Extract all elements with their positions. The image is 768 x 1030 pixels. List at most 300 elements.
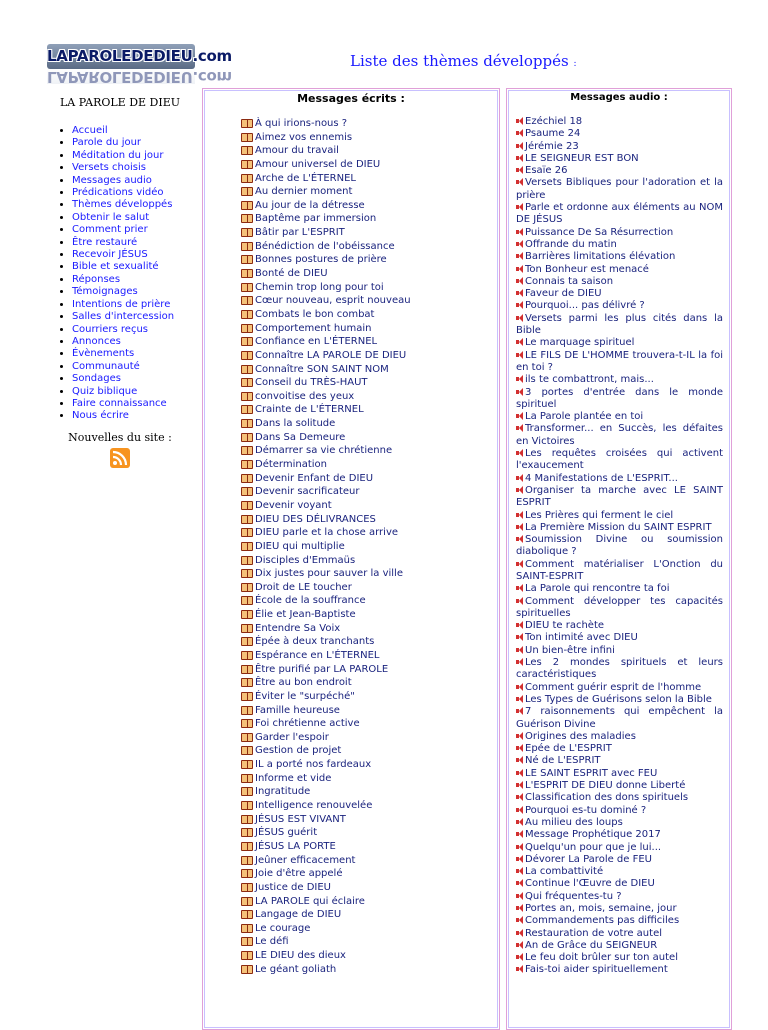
audio-message-link-label[interactable]: Comment guérir esprit de l'homme <box>525 681 702 693</box>
written-message-link[interactable] <box>241 690 441 704</box>
audio-message-link-label[interactable]: Epée de L'ESPRIT <box>525 743 612 755</box>
written-message-link-label[interactable]: École de la souffrance <box>255 595 366 607</box>
audio-message-link-label[interactable]: Comment matérialiser L'Onction du SAINT-ESPRIT <box>516 558 723 582</box>
audio-message-link[interactable] <box>516 448 723 473</box>
written-message-link-label[interactable]: Connaître LA PAROLE DE DIEU <box>255 349 407 361</box>
audio-message-link[interactable] <box>516 313 723 338</box>
audio-message-link-label[interactable]: Le marquage spirituel <box>525 337 635 349</box>
sidebar-nav-item[interactable] <box>72 249 198 261</box>
written-message-link[interactable] <box>241 608 441 622</box>
audio-message-link[interactable] <box>516 891 723 903</box>
written-message-link[interactable] <box>241 731 441 745</box>
written-message-link-label[interactable]: Élie et Jean-Baptiste <box>255 609 356 621</box>
audio-message-link-label[interactable]: Comment développer tes capacités spirituelles <box>516 595 723 619</box>
written-message-link[interactable] <box>241 704 441 718</box>
audio-message-link-label[interactable]: Pourquoi es-tu dominé ? <box>525 804 647 816</box>
written-message-link-label[interactable]: Confiance en L'ÉTERNEL <box>255 336 378 348</box>
audio-message-link-label[interactable]: Barrières limitations élévation <box>525 251 676 263</box>
written-message-link[interactable] <box>241 635 441 649</box>
written-message-link[interactable] <box>241 281 441 295</box>
written-message-link[interactable] <box>241 403 441 417</box>
sidebar-nav-item[interactable] <box>72 386 198 398</box>
sidebar-nav-item[interactable] <box>72 137 198 149</box>
written-message-link[interactable] <box>241 758 441 772</box>
written-message-link-label[interactable]: Joie d'être appelé <box>255 868 343 880</box>
book-icon <box>241 624 253 632</box>
written-message-link[interactable] <box>241 676 441 690</box>
sidebar-nav-item-label[interactable]: Réponses <box>72 273 121 285</box>
audio-message-link-label[interactable]: Qui fréquentes-tu ? <box>525 890 622 902</box>
sidebar-nav-item-label[interactable]: Communauté <box>72 360 140 372</box>
written-message-link[interactable] <box>241 363 441 377</box>
written-message-link[interactable] <box>241 567 441 581</box>
audio-message-link[interactable] <box>516 534 723 559</box>
written-message-link-label[interactable]: Épée à deux tranchants <box>255 636 375 648</box>
audio-message-link[interactable] <box>516 583 723 595</box>
written-message-link[interactable] <box>241 840 441 854</box>
sidebar-nav-item-label[interactable]: Courriers reçus <box>72 323 149 335</box>
written-message-link-label[interactable]: Justice de DIEU <box>255 881 331 893</box>
rss-icon[interactable] <box>110 448 130 468</box>
written-message-link-label[interactable]: Connaître SON SAINT NOM <box>255 363 389 375</box>
speaker-icon <box>516 511 523 519</box>
audio-message-link[interactable] <box>516 952 723 964</box>
written-message-link[interactable] <box>241 117 441 131</box>
audio-message-link[interactable] <box>516 177 723 202</box>
written-message-link[interactable] <box>241 294 441 308</box>
written-message-link-label[interactable]: Détermination <box>255 459 328 471</box>
written-message-link[interactable] <box>241 335 441 349</box>
written-message-link-label[interactable]: Le défi <box>255 936 289 948</box>
audio-message-link-label[interactable]: LE SAINT ESPRIT avec FEU <box>525 767 658 779</box>
audio-message-link-label[interactable]: Continue l'Œuvre de DIEU <box>525 878 655 890</box>
written-message-link[interactable] <box>241 581 441 595</box>
book-icon <box>241 610 253 618</box>
written-message-link[interactable] <box>241 240 441 254</box>
written-message-link-label[interactable]: Amour universel de DIEU <box>255 158 381 170</box>
audio-message-link-label[interactable]: Dévorer La Parole de FEU <box>525 853 652 865</box>
audio-message-link[interactable] <box>516 264 723 276</box>
audio-message-link[interactable] <box>516 632 723 644</box>
written-message-link-label[interactable]: Chemin trop long pour toi <box>255 281 384 293</box>
written-message-link-label[interactable]: Conseil du TRÈS-HAUT <box>255 377 368 389</box>
written-message-link[interactable] <box>241 594 441 608</box>
written-message-link[interactable] <box>241 949 441 963</box>
audio-message-link-label[interactable]: Parle et ordonne aux éléments au NOM DE JÉSUS <box>516 202 723 226</box>
sidebar-nav-item[interactable] <box>72 286 198 298</box>
audio-message-link-label[interactable]: Les 2 mondes spirituels et leurs caractéristiques <box>516 657 723 681</box>
audio-message-link-label[interactable]: Origines des maladies <box>525 730 636 742</box>
book-icon <box>241 310 253 318</box>
audio-message-link-label[interactable]: LE FILS DE L'HOMME trouvera-t-IL la foi en toi ? <box>516 349 723 373</box>
written-message-link-label[interactable]: Le courage <box>255 922 311 934</box>
audio-message-link-label[interactable]: Esaïe 26 <box>525 165 568 177</box>
written-message-link-label[interactable]: Dans la solitude <box>255 418 336 430</box>
written-message-link[interactable] <box>241 226 441 240</box>
written-message-link-label[interactable]: Au jour de la détresse <box>255 199 365 211</box>
audio-message-link[interactable] <box>516 510 723 522</box>
written-message-link[interactable] <box>241 349 441 363</box>
audio-message-link[interactable] <box>516 805 723 817</box>
written-message-link[interactable] <box>241 799 441 813</box>
sidebar-nav-item[interactable] <box>72 398 198 410</box>
speaker-icon <box>516 892 523 900</box>
sidebar-nav-item-label[interactable]: Annonces <box>72 335 121 347</box>
written-message-link[interactable] <box>241 322 441 336</box>
audio-message-link-label[interactable]: Ezéchiel 18 <box>525 116 583 127</box>
written-message-link-label[interactable]: Être purifié par LA PAROLE <box>255 663 389 675</box>
audio-message-link[interactable] <box>516 657 723 682</box>
written-message-link-label[interactable]: Intelligence renouvelée <box>255 800 373 812</box>
sidebar-nav-item-label[interactable]: Bible et sexualité <box>72 261 159 273</box>
written-message-link[interactable] <box>241 963 441 977</box>
audio-message-link[interactable] <box>516 202 723 227</box>
sidebar-nav-item-label[interactable]: Salles d'intercession <box>72 311 175 323</box>
written-message-link-label[interactable]: DIEU parle et la chose arrive <box>255 527 399 539</box>
sidebar-nav-item-label[interactable]: Témoignages <box>72 286 138 298</box>
audio-message-link[interactable] <box>516 792 723 804</box>
audio-message-link[interactable] <box>516 842 723 854</box>
sidebar-nav-item-label[interactable]: Comment prier <box>72 224 148 236</box>
audio-message-link-label[interactable]: LE SEIGNEUR EST BON <box>525 152 639 164</box>
sidebar-nav-item[interactable] <box>72 199 198 211</box>
written-message-link[interactable] <box>241 199 441 213</box>
audio-message-link-label[interactable]: Commandements pas difficiles <box>525 915 680 927</box>
written-message-link-label[interactable]: Disciples d'Emmaüs <box>255 554 356 566</box>
written-message-link-label[interactable]: Cœur nouveau, esprit nouveau <box>255 295 411 307</box>
written-message-link-label[interactable]: Comportement humain <box>255 322 372 334</box>
book-icon <box>241 405 253 413</box>
written-message-link-label[interactable]: Langage de DIEU <box>255 909 342 921</box>
audio-message-link-label[interactable]: Faveur de DIEU <box>525 288 602 300</box>
sidebar-nav-item-label[interactable]: Quiz biblique <box>72 385 138 397</box>
written-message-link-label[interactable]: Bonté de DIEU <box>255 268 328 280</box>
audio-message-link[interactable] <box>516 411 723 423</box>
audio-message-link-label[interactable]: Portes an, mois, semaine, jour <box>525 903 677 914</box>
written-message-link-label[interactable]: Droit de LE toucher <box>255 581 352 593</box>
audio-message-link[interactable] <box>516 350 723 375</box>
written-message-link[interactable] <box>241 826 441 840</box>
audio-message-link-label[interactable]: Ton Bonheur est menacé <box>525 263 649 275</box>
audio-message-link-label[interactable]: La Parole qui rencontre ta foi <box>525 583 670 595</box>
written-message-link[interactable] <box>241 499 441 513</box>
written-message-link[interactable] <box>241 308 441 322</box>
site-logo[interactable] <box>47 44 232 86</box>
written-message-link-label[interactable]: JÉSUS guérit <box>255 827 318 839</box>
audio-message-link-label[interactable]: Fais-toi aider spirituellement <box>525 964 668 976</box>
written-message-link-label[interactable]: Combats le bon combat <box>255 308 375 320</box>
written-message-link-label[interactable]: Jeûner efficacement <box>255 854 356 866</box>
audio-message-link[interactable] <box>516 374 723 386</box>
audio-message-link[interactable] <box>516 645 723 657</box>
written-message-link[interactable] <box>241 867 441 881</box>
written-message-link[interactable] <box>241 717 441 731</box>
sidebar-nav-item[interactable] <box>72 336 198 348</box>
audio-message-link[interactable] <box>516 473 723 485</box>
sidebar-nav-item-label[interactable]: Obtenir le salut <box>72 211 150 223</box>
sidebar-nav-item[interactable] <box>72 299 198 311</box>
written-message-link[interactable] <box>241 431 441 445</box>
speaker-icon <box>516 744 523 752</box>
audio-message-link[interactable] <box>516 743 723 755</box>
written-message-link[interactable] <box>241 131 441 145</box>
written-message-link-label[interactable]: Bâtir par L'ESPRIT <box>255 227 345 239</box>
written-message-link-label[interactable]: Foi chrétienne active <box>255 718 360 730</box>
audio-message-link[interactable] <box>516 755 723 767</box>
written-message-link[interactable] <box>241 485 441 499</box>
written-message-link[interactable] <box>241 172 441 186</box>
written-message-link-label[interactable]: Gestion de projet <box>255 745 342 757</box>
written-message-link[interactable] <box>241 376 441 390</box>
written-message-link-label[interactable]: Le géant goliath <box>255 963 337 975</box>
written-message-link-label[interactable]: Garder l'espoir <box>255 731 329 743</box>
audio-message-link[interactable] <box>516 866 723 878</box>
written-message-link[interactable] <box>241 622 441 636</box>
sidebar-nav-item[interactable] <box>72 348 198 360</box>
sidebar-nav-item[interactable] <box>72 212 198 224</box>
book-icon <box>241 337 253 345</box>
audio-message-link-label[interactable]: Né de L'ESPRIT <box>525 755 601 767</box>
written-message-link[interactable] <box>241 935 441 949</box>
audio-message-link-label[interactable]: Restauration de votre autel <box>525 927 662 939</box>
book-icon <box>241 419 253 427</box>
audio-message-link-label[interactable]: Le feu doit brûler sur ton autel <box>525 952 678 964</box>
written-message-link-label[interactable]: Espérance en L'ÉTERNEL <box>255 649 380 661</box>
written-message-link-label[interactable]: Au dernier moment <box>255 186 353 198</box>
written-message-link-label[interactable]: Famille heureuse <box>255 704 340 716</box>
written-message-link[interactable] <box>241 526 441 540</box>
audio-message-link[interactable] <box>516 128 723 140</box>
written-message-link-label[interactable]: Devenir voyant <box>255 499 332 511</box>
audio-message-link-label[interactable]: La Parole plantée en toi <box>525 411 644 423</box>
audio-message-link-label[interactable]: Versets Bibliques pour l'adoration et la prière <box>516 177 723 201</box>
written-message-link[interactable] <box>241 813 441 827</box>
audio-message-link[interactable] <box>516 485 723 510</box>
audio-message-link-label[interactable]: Puissance De Sa Résurrection <box>525 226 674 238</box>
written-message-link[interactable] <box>241 458 441 472</box>
audio-message-link-label[interactable]: 3 portes d'entrée dans le monde spirituel <box>516 386 723 410</box>
sidebar-nav-item[interactable] <box>72 150 198 162</box>
audio-message-link[interactable] <box>516 780 723 792</box>
written-message-link-label[interactable]: Entendre Sa Voix <box>255 622 341 634</box>
audio-message-link-label[interactable]: DIEU te rachète <box>525 620 605 632</box>
written-message-link[interactable] <box>241 772 441 786</box>
sidebar-nav-item[interactable] <box>72 175 198 187</box>
written-message-link[interactable] <box>241 908 441 922</box>
sidebar-nav-item[interactable] <box>72 224 198 236</box>
sidebar-nav-item-label[interactable]: Thèmes développés <box>72 199 173 211</box>
audio-message-link-label[interactable]: Offrande du matin <box>525 238 617 250</box>
written-message-link-label[interactable]: LA PAROLE qui éclaire <box>255 895 365 907</box>
audio-message-link[interactable] <box>516 153 723 165</box>
written-message-link-label[interactable]: JÉSUS EST VIVANT <box>255 813 346 825</box>
audio-message-link-label[interactable]: Les Types de Guérisons selon la Bible <box>525 693 712 705</box>
book-icon <box>241 501 253 509</box>
written-message-link-label[interactable]: LE DIEU des dieux <box>255 950 346 962</box>
audio-message-link-label[interactable]: La Première Mission du SAINT ESPRIT <box>525 521 712 533</box>
audio-message-link-label[interactable]: Jérémie 23 <box>525 140 579 152</box>
audio-message-link[interactable] <box>516 915 723 927</box>
written-message-link-label[interactable]: Bénédiction de l'obéissance <box>255 240 395 252</box>
audio-message-link[interactable] <box>516 300 723 312</box>
audio-message-link[interactable] <box>516 559 723 584</box>
audio-message-link-label[interactable]: La combattivité <box>525 866 604 878</box>
written-message-link[interactable] <box>241 253 441 267</box>
audio-message-link[interactable] <box>516 116 723 128</box>
sidebar-nav-item[interactable] <box>72 187 198 199</box>
audio-message-link-label[interactable]: Les requêtes croisées qui activent l'exaucement <box>516 448 723 472</box>
written-message-link[interactable] <box>241 444 441 458</box>
audio-message-link-label[interactable]: Pourquoi... pas délivré ? <box>525 300 645 312</box>
written-message-link[interactable] <box>241 472 441 486</box>
audio-message-link[interactable] <box>516 596 723 621</box>
audio-message-link[interactable] <box>516 620 723 632</box>
sidebar-nav-item-label[interactable]: Messages audio <box>72 174 152 186</box>
written-message-link[interactable] <box>241 144 441 158</box>
written-message-link[interactable] <box>241 390 441 404</box>
audio-message-link-label[interactable]: Quelqu'un pour que je lui... <box>525 841 662 853</box>
audio-message-link[interactable] <box>516 903 723 915</box>
audio-message-link[interactable] <box>516 141 723 153</box>
audio-message-link[interactable] <box>516 817 723 829</box>
sidebar-nav-item-label[interactable]: Méditation du jour <box>72 149 164 161</box>
written-message-link[interactable] <box>241 649 441 663</box>
audio-message-link[interactable] <box>516 694 723 706</box>
sidebar-nav-item[interactable] <box>72 410 198 422</box>
sidebar-nav-item-label[interactable]: Parole du jour <box>72 137 142 149</box>
audio-message-link-label[interactable]: L'ESPRIT DE DIEU donne Liberté <box>525 780 686 792</box>
audio-message-link-label[interactable]: Soumission Divine ou soumission diabolique ? <box>516 534 723 558</box>
written-message-link-label[interactable]: JÉSUS LA PORTE <box>255 840 336 852</box>
written-message-link-label[interactable]: convoitise des yeux <box>255 390 355 402</box>
audio-message-link[interactable] <box>516 251 723 263</box>
written-message-link-label[interactable]: Être au bon endroit <box>255 677 352 689</box>
written-message-link[interactable] <box>241 785 441 799</box>
sidebar-nav-item-label[interactable]: Être restauré <box>72 236 138 248</box>
audio-message-link-label[interactable]: Organiser ta marche avec LE SAINT ESPRIT <box>516 484 723 509</box>
written-message-link-label[interactable]: Démarrer sa vie chrétienne <box>255 445 393 457</box>
audio-message-link[interactable] <box>516 387 723 412</box>
written-message-link[interactable] <box>241 895 441 909</box>
audio-message-link-label[interactable]: Transformer... en Succès, les défaites en Victoires <box>516 423 723 447</box>
sidebar-nav-item[interactable] <box>72 162 198 174</box>
audio-message-link[interactable] <box>516 706 723 731</box>
sidebar-nav-item[interactable] <box>72 311 198 323</box>
written-message-link[interactable] <box>241 922 441 936</box>
audio-message-link-label[interactable]: Psaume 24 <box>525 128 581 140</box>
written-message-link-label[interactable]: Amour du travail <box>255 145 339 157</box>
written-message-link[interactable] <box>241 185 441 199</box>
sidebar-nav-item-label[interactable]: Prédications vidéo <box>72 187 164 199</box>
sidebar-nav-item-label[interactable]: Accueil <box>72 125 108 136</box>
audio-message-link-label[interactable]: Versets parmi les plus cités dans la Bible <box>516 312 723 337</box>
sidebar-nav-item-label[interactable]: Intentions de prière <box>72 298 171 310</box>
written-message-link[interactable] <box>241 212 441 226</box>
written-message-link[interactable] <box>241 554 441 568</box>
audio-message-link[interactable] <box>516 227 723 239</box>
written-message-link[interactable] <box>241 540 441 554</box>
written-message-link-label[interactable]: IL a porté nos fardeaux <box>255 759 372 771</box>
written-message-link-label[interactable]: Devenir sacrificateur <box>255 486 360 498</box>
audio-message-link[interactable] <box>516 731 723 743</box>
written-message-link[interactable] <box>241 513 441 527</box>
audio-message-link[interactable] <box>516 522 723 534</box>
audio-message-link-label[interactable]: 4 Manifestations de L'ESPRIT... <box>525 472 678 484</box>
written-message-link[interactable] <box>241 854 441 868</box>
written-message-link-label[interactable]: Devenir Enfant de DIEU <box>255 472 374 484</box>
written-message-link[interactable] <box>241 663 441 677</box>
written-message-link[interactable] <box>241 417 441 431</box>
audio-message-link-label[interactable]: Classification des dons spirituels <box>525 792 689 804</box>
written-message-link[interactable] <box>241 744 441 758</box>
audio-message-link-label[interactable]: Message Prophétique 2017 <box>525 829 661 841</box>
written-message-link[interactable] <box>241 267 441 281</box>
audio-message-link[interactable] <box>516 239 723 251</box>
sidebar-nav-item[interactable] <box>72 361 198 373</box>
sidebar-nav-item-label[interactable]: Nous écrire <box>72 410 129 422</box>
written-message-link-label[interactable]: Éviter le "surpéché" <box>255 690 355 702</box>
written-message-link-label[interactable]: Informe et vide <box>255 772 332 784</box>
audio-message-link[interactable] <box>516 878 723 890</box>
sidebar-nav-item[interactable] <box>72 324 198 336</box>
audio-message-link-label[interactable]: 7 raisonnements qui empêchent la Guérison Divine <box>516 706 723 730</box>
written-message-link-label[interactable]: DIEU qui multiplie <box>255 540 345 552</box>
written-message-link-label[interactable]: Bonnes postures de prière <box>255 254 387 266</box>
sidebar-nav-item[interactable] <box>72 125 198 137</box>
sidebar-nav-item[interactable] <box>72 261 198 273</box>
sidebar-nav-item-label[interactable]: Sondages <box>72 373 121 385</box>
sidebar-nav-item[interactable] <box>72 237 198 249</box>
audio-message-link-label[interactable]: Connais ta saison <box>525 275 614 287</box>
sidebar-nav-item[interactable] <box>72 274 198 286</box>
audio-message-link[interactable] <box>516 276 723 288</box>
written-message-link-label[interactable]: DIEU DES DÉLIVRANCES <box>255 513 376 525</box>
audio-message-link[interactable] <box>516 854 723 866</box>
sidebar-nav-item-label[interactable]: Évènements <box>72 348 135 360</box>
audio-message-link[interactable] <box>516 682 723 694</box>
sidebar-nav-item-label[interactable]: Versets choisis <box>72 162 146 174</box>
written-message-link-label[interactable]: Dix justes pour sauver la ville <box>255 568 403 580</box>
sidebar-nav-item[interactable] <box>72 373 198 385</box>
written-message-link[interactable] <box>241 881 441 895</box>
audio-message-link-label[interactable]: Les Prières qui ferment le ciel <box>525 509 674 521</box>
audio-message-link-label[interactable]: Ton intimité avec DIEU <box>525 632 638 644</box>
written-message-link-label[interactable]: Arche de L'ÉTERNEL <box>255 172 356 184</box>
audio-message-link[interactable] <box>516 940 723 952</box>
audio-message-link-label[interactable]: Un bien-être infini <box>525 644 615 656</box>
audio-message-link[interactable] <box>516 964 723 976</box>
audio-message-link[interactable] <box>516 768 723 780</box>
written-message-link-label[interactable]: Ingratitude <box>255 786 311 798</box>
sidebar-nav-item-label[interactable]: Faire connaissance <box>72 397 167 409</box>
audio-message-link[interactable] <box>516 288 723 300</box>
sidebar-nav-item-label[interactable]: Recevoir JÉSUS <box>72 249 148 261</box>
audio-message-link[interactable] <box>516 423 723 448</box>
written-message-link-label[interactable]: Dans Sa Demeure <box>255 431 346 443</box>
written-message-link[interactable] <box>241 158 441 172</box>
audio-message-link-label[interactable]: ils te combattront, mais... <box>525 374 654 386</box>
written-message-link-label[interactable]: Baptême par immersion <box>255 213 377 225</box>
written-message-link-label[interactable]: Crainte de L'ÉTERNEL <box>255 404 364 416</box>
audio-message-link[interactable] <box>516 829 723 841</box>
audio-message-link[interactable] <box>516 165 723 177</box>
written-message-link-label[interactable]: Aimez vos ennemis <box>255 131 353 143</box>
audio-message-link[interactable] <box>516 928 723 940</box>
audio-message-link[interactable] <box>516 337 723 349</box>
written-message-link-label[interactable]: À qui irions-nous ? <box>255 118 348 129</box>
audio-message-link-label[interactable]: Au milieu des loups <box>525 816 623 828</box>
audio-message-link-label[interactable]: An de Grâce du SEIGNEUR <box>525 939 658 951</box>
